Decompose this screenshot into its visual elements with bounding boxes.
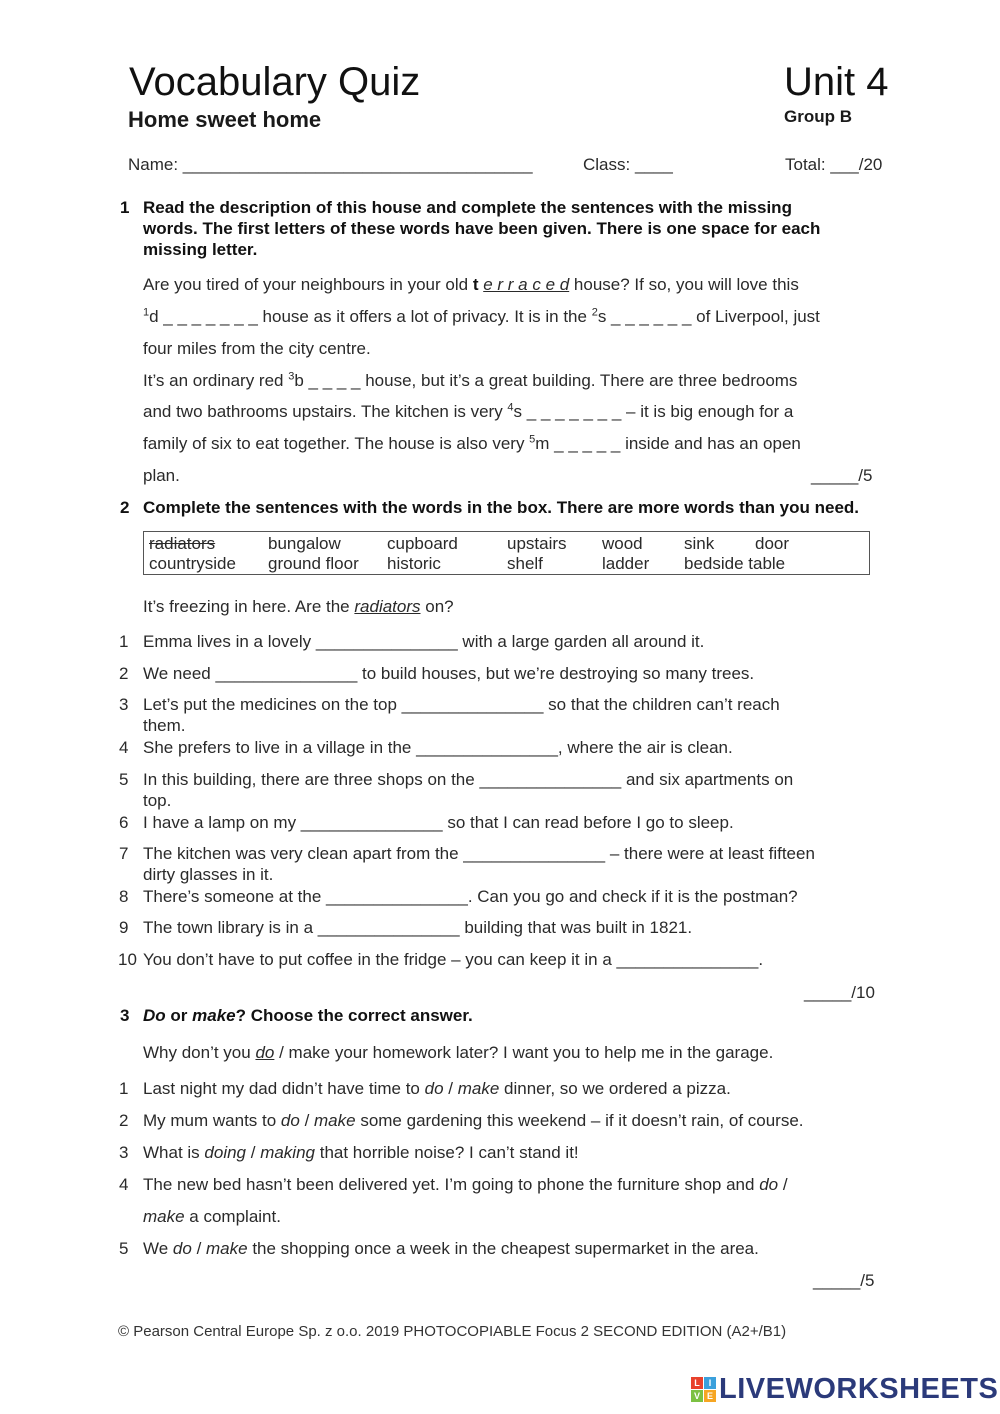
unit-label: Unit 4	[784, 60, 889, 104]
s2-item4-number: 4	[119, 738, 129, 757]
s1-l1-example-answer: e r r a c e d	[483, 275, 570, 294]
gap1-blank[interactable]: d _ _ _ _ _ _ _ house as it offers a lot of privacy. It is in the	[149, 307, 592, 326]
s3-item2-pre: My mum wants to	[143, 1111, 281, 1130]
s2-item6-number: 6	[119, 813, 129, 832]
s2-item8-text[interactable]: There’s someone at the _______________. Can you go and check if it is the postman?	[143, 887, 798, 906]
s3-item4-pre: The new bed hasn’t been delivered yet. I’m going to phone the furniture shop and	[143, 1175, 760, 1194]
s3-item1	[143, 1079, 731, 1099]
section3-number: 3	[120, 1006, 130, 1025]
word-shelf: shelf	[507, 554, 543, 573]
s3-item4-cont	[143, 1207, 281, 1227]
class-field[interactable]: Class: ____	[583, 155, 673, 174]
s1-l5-pre: and two bathrooms upstairs. The kitchen is very	[143, 402, 508, 421]
s3-item2-option-do[interactable]: do	[280, 1111, 300, 1130]
s3-item3-option-doing[interactable]: doing	[204, 1143, 247, 1162]
s3-item3-post: that horrible noise? I can’t stand it!	[315, 1143, 579, 1162]
s2-item6-text[interactable]: I have a lamp on my _______________ so that I can read before I go to sleep.	[143, 813, 734, 832]
s3-item4-option-do[interactable]: do	[759, 1175, 779, 1194]
s2-item1-text[interactable]: Emma lives in a lovely _______________ with a large garden all around it.	[143, 632, 705, 651]
s3-instr-or: or	[165, 1006, 193, 1025]
gap1-number: 1	[143, 306, 150, 319]
s3-item5-option-make[interactable]: make	[206, 1239, 248, 1258]
s1-l1-post: house? If so, you will love this	[569, 275, 799, 294]
quiz-title: Vocabulary Quiz	[129, 60, 421, 104]
section1-instruction-line1: Read the description of this house and complete the sentences with the missing	[143, 198, 792, 217]
gap2-number: 2	[591, 306, 598, 319]
s2-item7-text-cont: dirty glasses in it.	[143, 865, 274, 884]
s3-instr-do: Do	[143, 1006, 166, 1025]
section1-score: _____/5	[811, 466, 873, 485]
word-cupboard: cupboard	[387, 534, 458, 553]
gap4-number: 4	[507, 401, 514, 414]
s3-item1-post: dinner, so we ordered a pizza.	[499, 1079, 731, 1098]
section2-number: 2	[120, 498, 130, 517]
s2-item7-number: 7	[119, 844, 129, 863]
s2-item5-text[interactable]: In this building, there are three shops on the _______________ and six apartments on	[143, 770, 794, 789]
logo-mark-v: V	[691, 1390, 703, 1402]
section2-example	[143, 597, 454, 617]
s1-text-line3: four miles from the city centre.	[143, 339, 371, 358]
gap2-blank[interactable]: s _ _ _ _ _ _ of Liverpool, just	[597, 307, 820, 326]
s3-item5-sep: /	[191, 1239, 207, 1258]
s3-item4-sep: /	[778, 1175, 788, 1194]
section2-score: _____/10	[804, 983, 875, 1002]
word-door: door	[755, 534, 790, 553]
section3-example	[143, 1043, 773, 1063]
s1-l1-first-letter: t	[472, 275, 479, 294]
s1-text-line6	[143, 434, 801, 454]
quiz-subtitle: Home sweet home	[128, 107, 322, 132]
word-bungalow: bungalow	[268, 534, 341, 553]
s2-item3-number: 3	[119, 695, 129, 714]
liveworksheets-logo-icon	[691, 1377, 717, 1403]
s3-item3-number: 3	[119, 1143, 129, 1162]
word-sink: sink	[684, 534, 715, 553]
s3-item2-number: 2	[119, 1111, 129, 1130]
s3-item5	[143, 1239, 759, 1259]
s3-item4-number: 4	[119, 1175, 129, 1194]
s2-item7-text[interactable]: The kitchen was very clean apart from the _______________ – there were at least fifteen	[143, 844, 815, 863]
s3-instr-make: make	[192, 1006, 236, 1025]
s1-text-line2	[143, 307, 820, 327]
section3-score: _____/5	[813, 1271, 875, 1290]
s3-item3	[143, 1143, 579, 1163]
logo-mark-l: L	[691, 1377, 703, 1389]
s3-example-post: / make your homework later? I want you to help me in the garage.	[274, 1043, 774, 1062]
s3-item5-option-do[interactable]: do	[172, 1239, 192, 1258]
s2-item8-number: 8	[119, 887, 129, 906]
s3-item3-sep: /	[246, 1143, 261, 1162]
word-upstairs: upstairs	[507, 534, 567, 553]
s2-item3-text-cont: them.	[143, 716, 186, 735]
s3-item3-option-making[interactable]: making	[260, 1143, 315, 1162]
gap5-number: 5	[529, 433, 536, 446]
copyright-notice: © Pearson Central Europe Sp. z o.o. 2019 PHOTOCOPIABLE Focus 2 SECOND EDITION (A2+/B1)	[118, 1323, 787, 1340]
s2-item5-text-cont: top.	[143, 791, 172, 810]
s2-example-pre: It’s freezing in here. Are the	[143, 597, 355, 616]
s3-item5-pre: We	[143, 1239, 173, 1258]
s3-item4-option-make[interactable]: make	[143, 1207, 185, 1226]
s1-text-line7: plan.	[143, 466, 180, 485]
s2-item9-number: 9	[119, 918, 129, 937]
s3-example-answer: do	[255, 1043, 275, 1062]
s2-item1-number: 1	[119, 632, 129, 651]
s3-item5-post: the shopping once a week in the cheapest supermarket in the area.	[247, 1239, 759, 1258]
s3-item4-post: a complaint.	[184, 1207, 281, 1226]
s3-item2-sep: /	[299, 1111, 315, 1130]
s2-item9-text[interactable]: The town library is in a _______________ building that was built in 1821.	[143, 918, 693, 937]
s1-l4-pre: It’s an ordinary red	[143, 371, 289, 390]
word-ground-floor: ground floor	[268, 554, 359, 573]
s1-l1-pre: Are you tired of your neighbours in your old	[143, 275, 473, 294]
gap3-blank[interactable]: b _ _ _ _ house, but it’s a great building. There are three bedrooms	[294, 371, 798, 390]
gap3-number: 3	[288, 370, 295, 383]
gap5-blank[interactable]: m _ _ _ _ _ inside and has an open	[535, 434, 801, 453]
word-radiators: radiators	[149, 534, 216, 553]
s3-item1-option-make[interactable]: make	[457, 1079, 500, 1098]
s1-text-line4	[143, 371, 797, 391]
word-ladder: ladder	[602, 554, 650, 573]
section3-instruction	[143, 1006, 473, 1026]
s2-item2-text[interactable]: We need _______________ to build houses, but we’re destroying so many trees.	[143, 664, 755, 683]
s2-example-post: on?	[420, 597, 454, 616]
s2-example-answer: radiators	[354, 597, 421, 616]
liveworksheets-logo-text[interactable]: LIVEWORKSHEETS	[719, 1373, 999, 1405]
section2-instruction: Complete the sentences with the words in the box. There are more words than you need.	[143, 498, 860, 517]
s2-item2-number: 2	[119, 664, 129, 683]
gap4-blank[interactable]: s _ _ _ _ _ _ _ – it is big enough for a	[513, 402, 794, 421]
s2-item4-text[interactable]: She prefers to live in a village in the _______________, where the air is clean.	[143, 738, 733, 757]
logo-mark-e: E	[704, 1390, 716, 1402]
s3-instr-rest: ? Choose the correct answer.	[235, 1006, 473, 1025]
s2-item10-number: 10	[118, 950, 137, 969]
group-label: Group B	[784, 107, 852, 126]
s2-item10-text[interactable]: You don’t have to put coffee in the fridge – you can keep it in a _______________.	[143, 950, 764, 969]
s3-item1-sep: /	[443, 1079, 458, 1098]
s2-item5-number: 5	[119, 770, 129, 789]
section1-instruction-line2: words. The first letters of these words have been given. There is one space for each	[143, 219, 821, 238]
word-historic: historic	[387, 554, 441, 573]
s1-text-line5	[143, 402, 793, 422]
s3-item4	[143, 1175, 788, 1195]
s1-l6-pre: family of six to eat together. The house is also very	[143, 434, 530, 453]
word-bedside-table: bedside table	[684, 554, 786, 573]
logo-mark-i: I	[704, 1377, 716, 1389]
s3-item2-post: some gardening this weekend – if it doesn’t rain, of course.	[355, 1111, 804, 1130]
s3-item2	[143, 1111, 804, 1131]
s3-item5-number: 5	[119, 1239, 129, 1258]
s2-item3-text[interactable]: Let’s put the medicines on the top _______________ so that the children can’t reach	[143, 695, 780, 714]
s3-item1-number: 1	[119, 1079, 129, 1098]
s3-item1-pre: Last night my dad didn’t have time to	[143, 1079, 425, 1098]
name-field[interactable]: Name: _____________________________________	[128, 155, 533, 174]
s3-item1-option-do[interactable]: do	[424, 1079, 444, 1098]
s3-example-pre: Why don’t you	[143, 1043, 256, 1062]
word-countryside: countryside	[149, 554, 236, 573]
word-box	[143, 531, 870, 575]
total-field: Total: ___/20	[785, 155, 883, 174]
word-wood: wood	[602, 534, 643, 553]
s3-item2-option-make[interactable]: make	[314, 1111, 356, 1130]
section1-number: 1	[120, 198, 130, 217]
s1-text-line1	[143, 275, 799, 295]
s3-item3-pre: What is	[143, 1143, 205, 1162]
section1-instruction-line3: missing letter.	[143, 240, 258, 259]
